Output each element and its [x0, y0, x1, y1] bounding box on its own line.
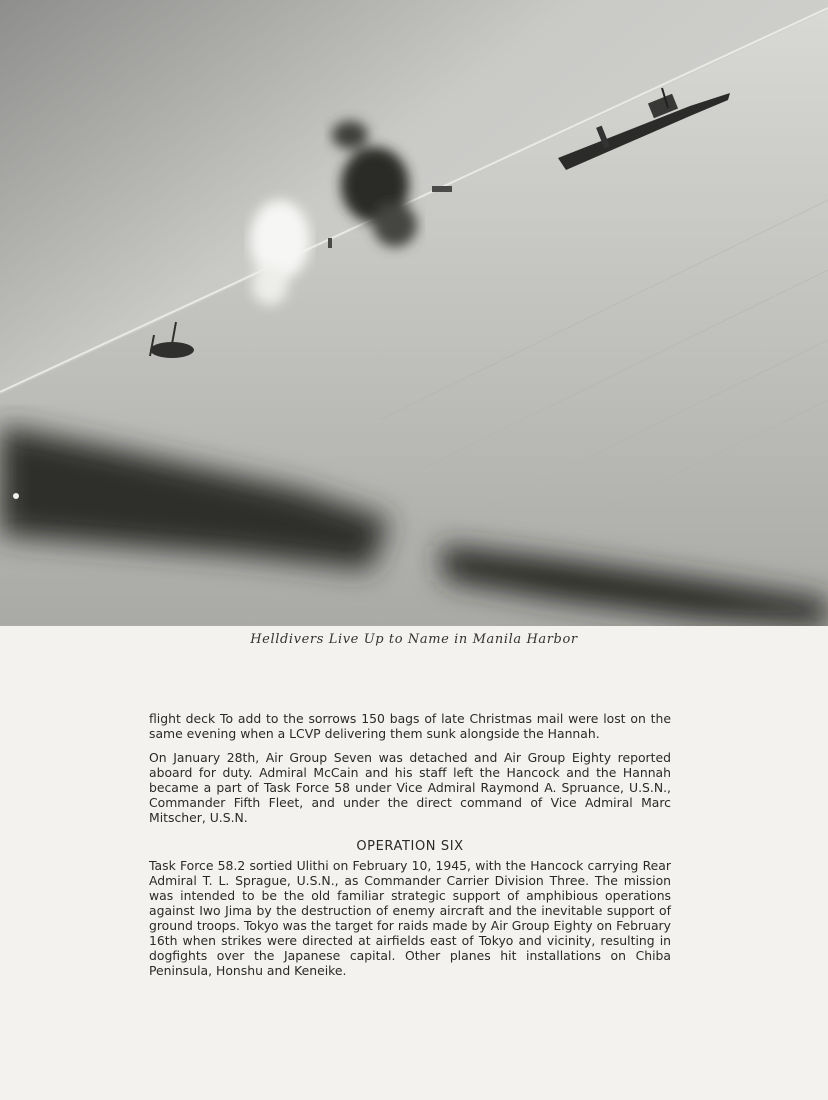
paragraph: Task Force 58.2 sortied Ulithi on February 10, 1945, with the Hancock carrying Rear Admiral T. L. Sprague, U.S.N., as Commander Carrier Division Three. The mission was intended to be the old familiar strategic support of amphibious operations against Iwo Jima by the destruction of enemy aircraft and the inevitable support of ground troops. Tokyo was the target for raids made by Air Group Eighty on February 16th when strikes were directed at airfields east of Tokyo and vicinity, resulting in dogfights over the Japanese capital. Other planes hit installations on Chiba Peninsula, Honshu and Keneike.: [149, 858, 671, 978]
section-heading: OPERATION SIX: [356, 839, 464, 854]
paragraph: On January 28th, Air Group Seven was detached and Air Group Eighty reported aboard for duty. Admiral McCain and his staff left the Hancock and the Hannah became a part of Task Force 58 under Vice Admiral Raymond A. Spruance, U.S.N., Commander Fifth Fleet, and under the direct command of Vice Admiral Marc Mitscher, U.S.N.: [149, 750, 671, 825]
body-text: [149, 711, 671, 987]
photo-caption: Helldivers Live Up to Name in Manila Harbor: [250, 632, 578, 647]
paragraph: flight deck To add to the sorrows 150 bags of late Christmas mail were lost on the same evening when a LCVP delivering them sunk alongside the Hannah.: [149, 711, 671, 741]
